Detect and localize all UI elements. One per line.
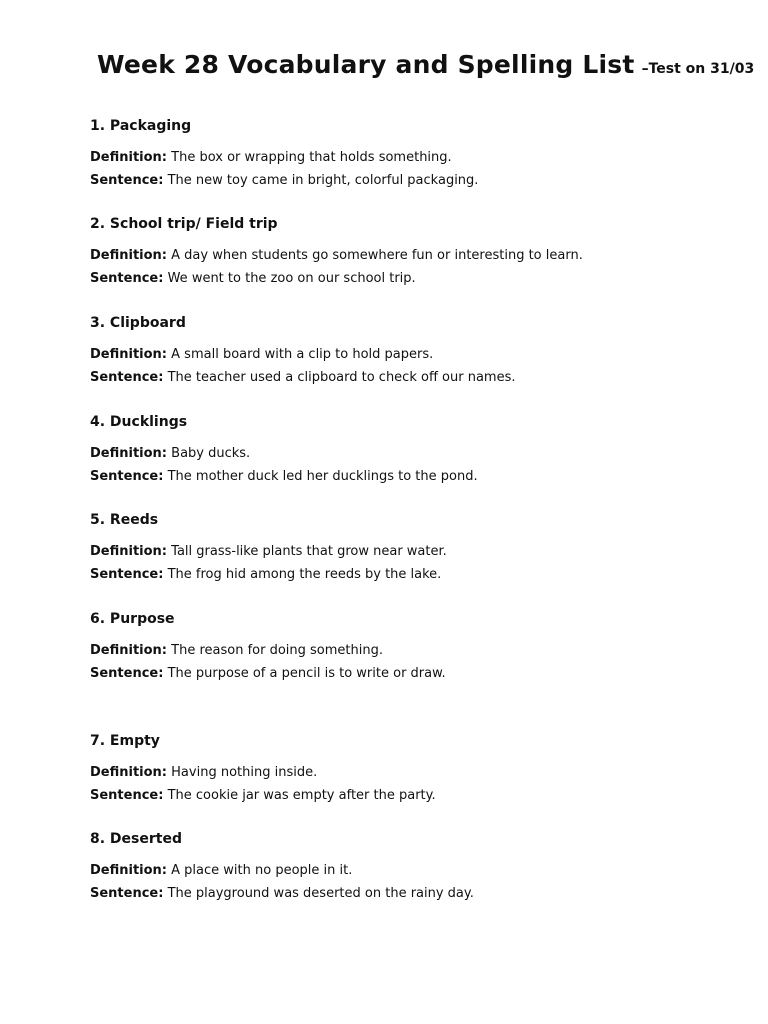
definition-label: Definition: [90,544,168,559]
sentence-label: Sentence: [90,173,164,188]
sentence-line [90,269,710,292]
sentence-text: The frog hid among the reeds by the lake. [167,567,442,582]
definition-line [90,763,710,786]
entry-heading: 1. Packaging [90,118,192,134]
vocab-entry-3 [90,314,710,391]
definition-text: A day when students go somewhere fun or interesting to learn. [171,248,583,263]
test-date: –Test on 31/03 [641,61,755,77]
definition-line [90,542,710,565]
definition-line [90,641,710,664]
vocab-entry-8 [90,830,710,907]
definition-text: A small board with a clip to hold papers. [171,347,434,362]
sentence-line [90,368,710,391]
entry-heading: 2. School trip/ Field trip [90,216,278,232]
definition-label: Definition: [90,765,168,780]
definition-label: Definition: [90,446,168,461]
definition-label: Definition: [90,643,168,658]
vocab-entry-1 [90,117,710,194]
sentence-label: Sentence: [90,370,164,385]
entry-heading: 5. Reeds [90,512,159,528]
definition-label: Definition: [90,347,168,362]
sentence-line [90,171,710,194]
definition-text: A place with no people in it. [171,863,353,878]
definition-text: The reason for doing something. [171,643,383,658]
vocab-entry-7 [90,732,710,809]
sentence-label: Sentence: [90,788,164,803]
entry-heading: 3. Clipboard [90,315,186,331]
definition-label: Definition: [90,863,168,878]
sentence-text: The new toy came in bright, colorful packaging. [167,173,479,188]
definition-line [90,861,710,884]
sentence-text: The purpose of a pencil is to write or draw. [167,666,446,681]
vocab-entry-4 [90,413,710,490]
sentence-line [90,786,710,809]
vocab-entry-6 [90,610,710,687]
definition-line [90,345,710,368]
sentence-line [90,565,710,588]
sentence-text: The mother duck led her ducklings to the pond. [167,469,478,484]
definition-line [90,148,710,171]
entry-heading: 4. Ducklings [90,414,188,430]
definition-text: Baby ducks. [171,446,251,461]
sentence-text: The playground was deserted on the rainy day. [167,886,474,901]
sentence-label: Sentence: [90,886,164,901]
title-text: Week 28 Vocabulary and Spelling List [97,50,635,79]
definition-text: Having nothing inside. [171,765,318,780]
definition-label: Definition: [90,248,168,263]
sentence-label: Sentence: [90,469,164,484]
page-title [97,50,755,79]
entry-heading: 7. Empty [90,733,160,749]
vocab-entry-2 [90,215,710,292]
definition-text: The box or wrapping that holds something. [171,150,452,165]
sentence-label: Sentence: [90,567,164,582]
definition-line [90,246,710,269]
definition-text: Tall grass-like plants that grow near water. [171,544,447,559]
sentence-text: We went to the zoo on our school trip. [167,271,416,286]
vocab-entry-5 [90,511,710,588]
sentence-label: Sentence: [90,666,164,681]
definition-line [90,444,710,467]
definition-label: Definition: [90,150,168,165]
sentence-text: The teacher used a clipboard to check off our names. [167,370,516,385]
sentence-label: Sentence: [90,271,164,286]
sentence-text: The cookie jar was empty after the party. [167,788,436,803]
sentence-line [90,664,710,687]
entry-heading: 6. Purpose [90,611,175,627]
entry-heading: 8. Deserted [90,831,182,847]
sentence-line [90,884,710,907]
sentence-line [90,467,710,490]
